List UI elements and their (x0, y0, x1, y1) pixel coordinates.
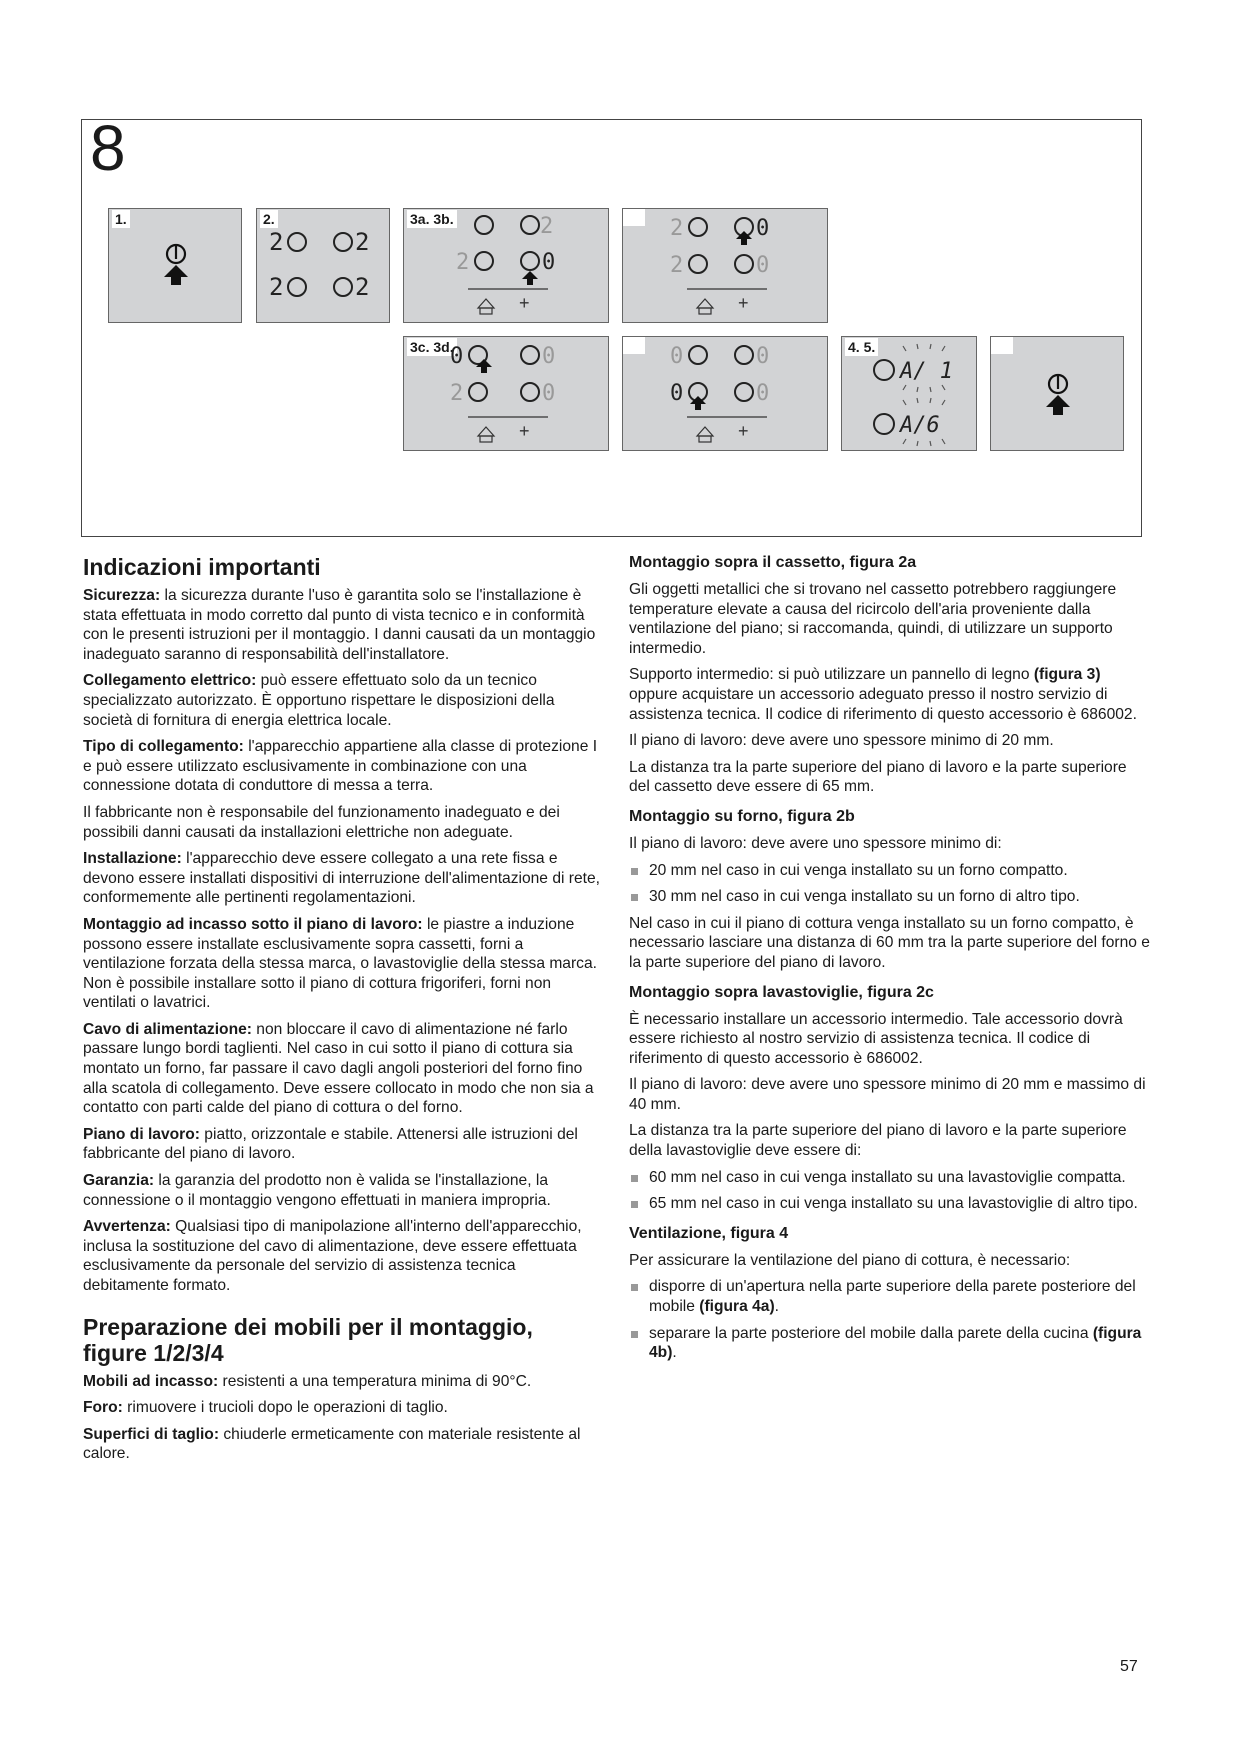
paragraph: Mobili ad incasso: resistenti a una temperatura minima di 90°C. (83, 1372, 532, 1390)
page-number: 57 (1120, 1658, 1138, 1675)
list-item: separare la parte posteriore del mobile dalla parete della cucina (figura 4b). (629, 1324, 1151, 1363)
svg-text:0: 0 (756, 381, 770, 406)
power-level-digit: 2 (355, 228, 370, 256)
arrow-up-icon (522, 271, 538, 285)
paragraph: Cavo di alimentazione: non bloccare il cavo di alimentazione né farlo passare lungo bordi taglienti. Nel caso in cui sotto il piano di cottura sia montato un forno, far passare il cavo dagli angoli posteriori del forno fino alla scatola di collegamento. Deve essere collocato in modo che non sia a contatto con parti calde del piano di cottura o del forno. (83, 1020, 594, 1117)
svg-text:0: 0 (756, 344, 770, 369)
plus-icon: + (519, 421, 530, 441)
error-code: A/6 (900, 413, 940, 438)
paragraph: Il piano di lavoro: deve avere uno spessore minimo di 20 mm. (629, 732, 1054, 750)
panel-3b-result (622, 208, 828, 323)
paragraph: Per assicurare la ventilazione del piano di cottura, è necessario: (629, 1251, 1071, 1269)
paragraph: Sicurezza: la sicurezza durante l'uso è garantita solo se l'installazione è stata effettuata in modo corretto dal punto di vista tecnico e in conformità con le presenti istruzioni per il montaggio. I danni causati da un montaggio inadeguato saranno di responsabilità dell'installatore. (83, 587, 596, 663)
svg-text:2: 2 (540, 214, 554, 239)
power-icon (109, 209, 243, 324)
hob-display (257, 209, 391, 324)
figure-number: 8 (90, 112, 126, 184)
panel-label: 3c. 3d. (407, 338, 457, 356)
timer-icon (478, 299, 494, 308)
error-code-display (842, 337, 978, 452)
power-level-digit: 2 (355, 273, 370, 301)
svg-text:0: 0 (542, 381, 556, 406)
paragraph: È necessario installare un accessorio intermedio. Tale accessorio dovrà essere richiesto al nostro servizio di assistenza tecnica. Il codice di riferimento di questo accessorio è 686002. (629, 1010, 1123, 1067)
arrow-up-icon (164, 265, 188, 285)
list-item: 65 mm nel caso in cui venga installato su una lavastoviglie di altro tipo. (629, 1194, 1151, 1214)
paragraph: La distanza tra la parte superiore del piano di lavoro e la parte superiore del cassetto deve essere di 65 mm. (629, 758, 1127, 796)
paragraph: La distanza tra la parte superiore del piano di lavoro e la parte superiore della lavastoviglie deve essere di: (629, 1122, 1127, 1160)
heading-oven: Montaggio su forno, figura 2b (629, 807, 855, 825)
list-item: 60 mm nel caso in cui venga installato su una lavastoviglie compatta. (629, 1168, 1151, 1188)
right-column (629, 547, 1151, 1370)
bullet-list (629, 1277, 1151, 1362)
hob-display (404, 337, 610, 452)
heading-ventilation: Ventilazione, figura 4 (629, 1224, 789, 1242)
panel-label: 3a. 3b. (407, 210, 457, 228)
panel-label: 4. 5. (845, 338, 878, 356)
svg-text:0: 0 (756, 253, 770, 278)
svg-text:0: 0 (670, 344, 684, 369)
svg-text:2: 2 (456, 250, 470, 275)
list-item: 20 mm nel caso in cui venga installato su un forno compatto. (629, 861, 1151, 881)
heading-drawer: Montaggio sopra il cassetto, figura 2a (629, 554, 917, 571)
paragraph: Nel caso in cui il piano di cottura venga installato su un forno compatto, è necessario lasciare una distanza di 60 mm tra la parte superiore del forno e la parte superiore del piano di lavoro. (629, 914, 1150, 971)
panel-4-5 (841, 336, 977, 451)
svg-text:0: 0 (670, 381, 684, 406)
plus-icon: + (738, 421, 749, 441)
svg-text:0: 0 (756, 216, 770, 241)
paragraph: Montaggio ad incasso sotto il piano di lavoro: le piastre a induzione possono essere installate esclusivamente sopra cassetti, forni a ventilazione forzata della stessa marca, o lavastoviglie della stessa marca. Non è possibile installare sotto il piano di cottura frigoriferi, forni non ventilati o lavatrici. (83, 915, 597, 1012)
plus-icon: + (519, 293, 530, 313)
panel-3c-3d (403, 336, 609, 451)
paragraph: Garanzia: la garanzia del prodotto non è valida se l'installazione, la connessione o il montaggio vengono effettuati in maniera impropria. (83, 1172, 551, 1209)
paragraph: Superfici di taglio: chiuderle ermeticamente con materiale resistente al calore. (83, 1425, 581, 1463)
arrow-up-icon (476, 359, 492, 373)
paragraph: Foro: rimuovere i trucioli dopo le operazioni di taglio. (83, 1399, 448, 1417)
svg-text:2: 2 (670, 216, 684, 241)
panel-label: 1. (112, 210, 130, 228)
paragraph: Supporto intermedio: si può utilizzare un pannello di legno (figura 3) oppure acquistare un accessorio adeguato presso il nostro servizio di assistenza tecnica. Il codice di riferimento di questo accessorio è 686002. (629, 666, 1137, 723)
figure-8 (81, 112, 1142, 537)
heading-preparation: Preparazione dei mobili per il montaggio, figure 1/2/3/4 (83, 1313, 533, 1366)
svg-text:0: 0 (450, 344, 464, 369)
panel-3d-result (622, 336, 828, 451)
paragraph: Tipo di collegamento: l'apparecchio appartiene alla classe di protezione I e può essere utilizzato esclusivamente in combinazione con una connessione dotata di conduttore di messa a terra. (83, 738, 598, 795)
svg-text:2: 2 (670, 253, 684, 278)
svg-text:2: 2 (450, 381, 464, 406)
list-item: disporre di un'apertura nella parte superiore della parete posteriore del mobile (figura 4a). (629, 1277, 1151, 1316)
paragraph: Installazione: l'apparecchio deve essere collegato a una rete fissa e devono essere installati dispositivi di interruzione dell'alimentazione di rete, conformemente alle pertinenti regolamentazioni. (83, 850, 600, 907)
paragraph: Piano di lavoro: piatto, orizzontale e stabile. Attenersi alle istruzioni del fabbricante del piano di lavoro. (83, 1125, 578, 1163)
arrow-up-icon (1046, 395, 1070, 415)
panel-2 (256, 208, 390, 323)
hob-display (404, 209, 610, 324)
paragraph: Il fabbricante non è responsabile del funzionamento inadeguato e dei possibili danni causati da installazioni elettriche non adeguate. (83, 803, 560, 841)
error-code: A/ 1 (900, 359, 953, 384)
panel-1 (108, 208, 242, 323)
power-icon (991, 337, 1125, 452)
panel-label: 2. (260, 210, 278, 228)
list-item: 30 mm nel caso in cui venga installato su un forno di altro tipo. (629, 887, 1151, 907)
plus-icon: + (738, 293, 749, 313)
heading-important: Indicazioni importanti (83, 554, 321, 580)
hob-display (623, 209, 829, 324)
timer-icon (697, 299, 713, 308)
panel-3a-3b (403, 208, 609, 323)
paragraph: Collegamento elettrico: può essere effettuato solo da un tecnico specializzato autorizzato. È opportuno rispettare le disposizioni della società di fornitura di energia elettrica locale. (83, 672, 555, 729)
paragraph: Il piano di lavoro: deve avere uno spessore minimo di: (629, 834, 1002, 852)
bullet-list (629, 1168, 1151, 1214)
paragraph: Il piano di lavoro: deve avere uno spessore minimo di 20 mm e massimo di 40 mm. (629, 1076, 1146, 1113)
bullet-list (629, 861, 1151, 907)
heading-dishwasher: Montaggio sopra lavastoviglie, figura 2c (629, 983, 934, 1001)
panel-power-off (990, 336, 1124, 451)
svg-text:0: 0 (542, 344, 556, 369)
left-column (83, 554, 603, 1471)
timer-icon (697, 427, 713, 436)
power-level-digit: 2 (269, 228, 284, 256)
paragraph: Avvertenza: Qualsiasi tipo di manipolazione all'interno dell'apparecchio, inclusa la sostituzione del cavo di alimentazione, deve essere effettuata esclusivamente da personale del servizio di assistenza tecnica debitamente formato. (83, 1218, 582, 1294)
timer-icon (478, 427, 494, 436)
power-level-digit: 2 (269, 273, 284, 301)
svg-text:0: 0 (542, 250, 556, 275)
paragraph: Gli oggetti metallici che si trovano nel cassetto potrebbero raggiungere temperature elevate a causa del ricircolo dell'aria proveniente dalla ventilazione del piano; si raccomanda, quindi, di utilizzare un supporto intermedio. (629, 581, 1117, 657)
hob-display (623, 337, 829, 452)
